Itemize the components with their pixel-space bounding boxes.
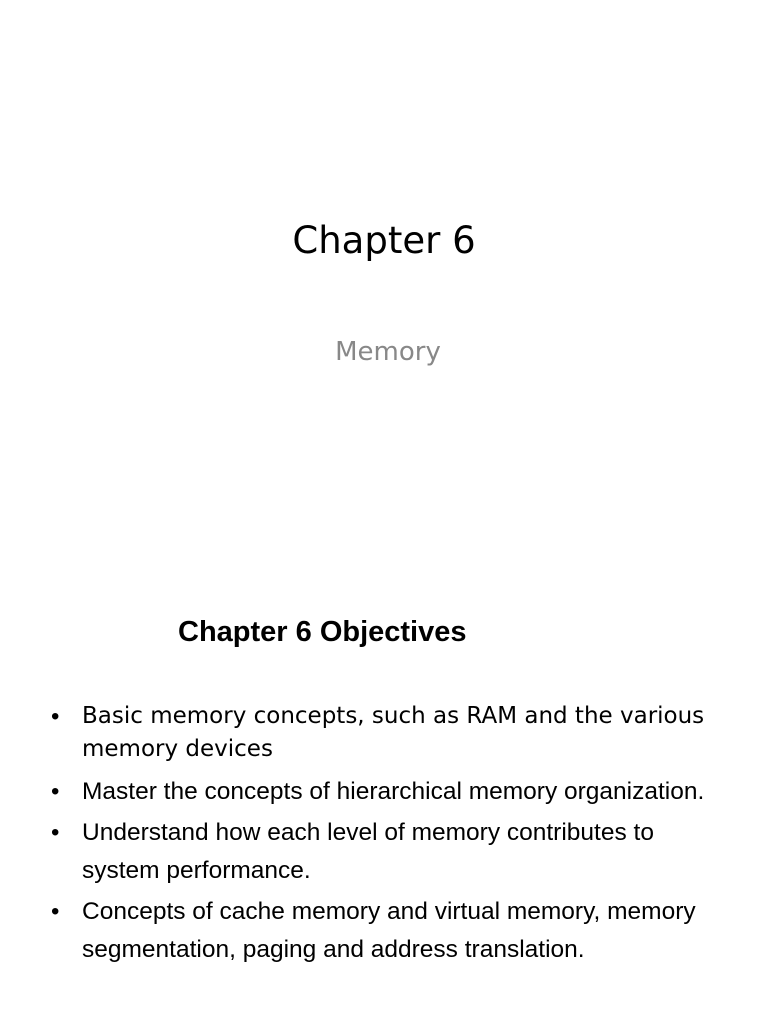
- bullet-icon: •: [51, 898, 60, 925]
- list-item-text: Master the concepts of hierarchical memory organization.: [82, 778, 705, 805]
- slide-subtitle: Memory: [335, 337, 441, 367]
- objectives-heading: Chapter 6 Objectives: [178, 616, 467, 648]
- bullet-icon: •: [51, 819, 60, 846]
- objectives-list: [0, 700, 768, 972]
- bullet-icon: •: [51, 703, 60, 730]
- list-item-text: Concepts of cache memory and virtual memory, memory segmentation, paging and address translation.: [82, 898, 696, 963]
- slide-title: Chapter 6: [292, 219, 476, 262]
- list-item: [0, 893, 768, 969]
- list-item: [0, 700, 768, 766]
- list-item-text: Understand how each level of memory contributes to system performance.: [82, 819, 654, 884]
- list-item-text: Basic memory concepts, such as RAM and the various memory devices: [82, 703, 705, 762]
- bullet-icon: •: [51, 778, 60, 805]
- list-item: [0, 773, 768, 811]
- list-item: [0, 814, 768, 890]
